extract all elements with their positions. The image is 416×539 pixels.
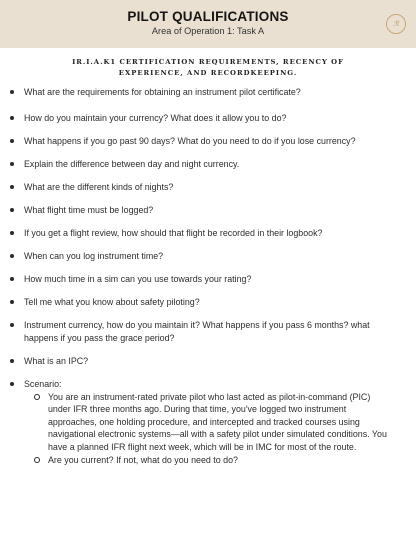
question-text: How do you maintain your currency? What does it allow you to do? bbox=[24, 113, 287, 123]
list-item bbox=[24, 355, 384, 368]
bullet-icon bbox=[10, 116, 14, 120]
question-text: What are the different kinds of nights? bbox=[24, 182, 174, 192]
question-text: Instrument currency, how do you maintain it? What happens if you pass 6 months? what happens if you pass the grace period? bbox=[24, 320, 370, 343]
hollow-bullet-icon bbox=[34, 457, 40, 463]
list-item bbox=[24, 319, 384, 344]
bullet-icon bbox=[10, 254, 14, 258]
page-title: PILOT QUALIFICATIONS bbox=[127, 9, 289, 24]
bullet-icon bbox=[10, 139, 14, 143]
bullet-icon bbox=[10, 382, 14, 386]
list-item bbox=[24, 135, 384, 148]
list-item bbox=[24, 86, 384, 99]
bullet-icon bbox=[10, 277, 14, 281]
scenario-question: Are you current? If not, what do you need to do? bbox=[48, 454, 238, 465]
question-text: Explain the difference between day and night currency. bbox=[24, 159, 240, 169]
question-text: What are the requirements for obtaining an instrument pilot certificate? bbox=[24, 87, 301, 97]
list-item bbox=[48, 391, 394, 454]
question-text: How much time in a sim can you use towards your rating? bbox=[24, 274, 252, 284]
question-text: Tell me what you know about safety piloting? bbox=[24, 297, 200, 307]
bullet-icon bbox=[10, 231, 14, 235]
list-item bbox=[24, 181, 384, 194]
bullet-icon bbox=[10, 323, 14, 327]
question-text: What happens if you go past 90 days? What do you need to do if you lose currency? bbox=[24, 136, 356, 146]
list-item bbox=[24, 296, 384, 309]
certification-heading: IR.I.A.K1 CERTIFICATION REQUIREMENTS, RECENCY OF EXPERIENCE, AND RECORDKEEPING. bbox=[72, 58, 344, 77]
bullet-icon bbox=[10, 208, 14, 212]
bullet-icon bbox=[10, 185, 14, 189]
list-item bbox=[24, 227, 384, 240]
header-banner bbox=[0, 0, 416, 48]
bullet-icon bbox=[10, 359, 14, 363]
page-subtitle: Area of Operation 1: Task A bbox=[151, 26, 265, 36]
question-text: What is an IPC? bbox=[24, 356, 89, 366]
list-item bbox=[24, 204, 384, 217]
bullet-icon bbox=[10, 300, 14, 304]
question-text: When can you log instrument time? bbox=[24, 251, 164, 261]
scenario-text: You are an instrument-rated private pilot who last acted as pilot-in-command (PIC) under IFR three months ago. During that time, you've logged two instrument approaches, one holding procedure, and intercepted and tracked courses using navigational electronic systems—all with a safety pilot under simulated conditions. You have a planned IFR flight next week, which will be in IMC for most of the route. bbox=[48, 391, 387, 452]
bullet-icon bbox=[10, 90, 14, 94]
question-text: If you get a flight review, how should that flight be recorded in their logbook? bbox=[24, 228, 323, 238]
scenario-list bbox=[48, 391, 394, 467]
list-item bbox=[24, 273, 384, 286]
logo-icon: ℛ bbox=[386, 14, 406, 34]
list-item bbox=[24, 158, 384, 171]
question-text: What flight time must be logged? bbox=[24, 205, 154, 215]
bullet-icon bbox=[10, 162, 14, 166]
hollow-bullet-icon bbox=[34, 394, 40, 400]
list-item bbox=[24, 250, 384, 263]
list-item bbox=[48, 454, 394, 467]
list-item bbox=[24, 378, 387, 465]
question-text: Scenario: bbox=[24, 379, 62, 389]
list-item bbox=[24, 112, 384, 125]
